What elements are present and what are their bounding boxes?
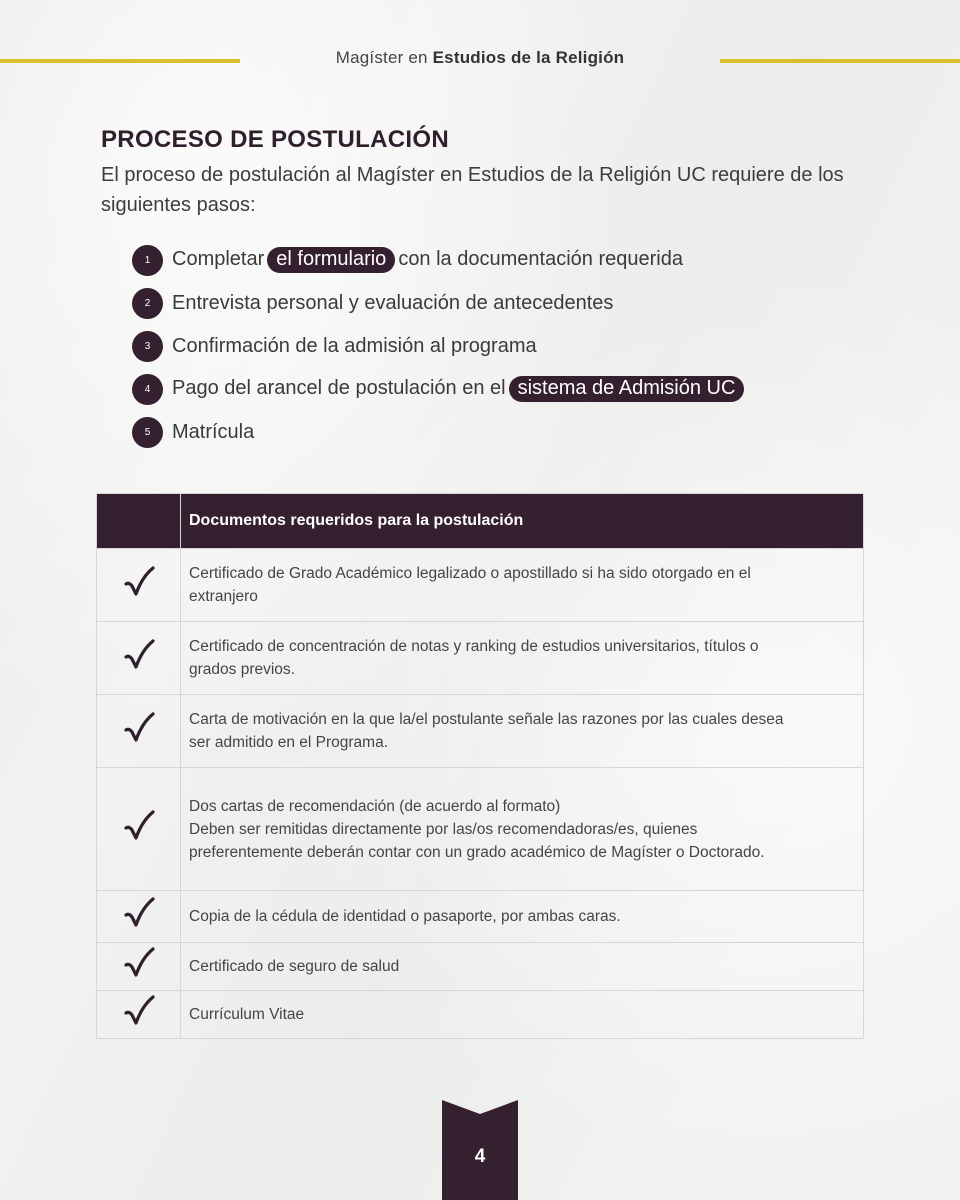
step-text: Entrevista personal y evaluación de antecedentes — [172, 291, 614, 314]
check-cell — [97, 943, 181, 991]
checkmark-icon — [123, 565, 155, 599]
table-row — [97, 991, 864, 1039]
checkmark-icon — [123, 809, 155, 843]
header-program: Estudios de la Religión — [432, 48, 625, 67]
step-text: Confirmación de la admisión al programa — [172, 334, 537, 357]
step-text — [172, 376, 747, 402]
step-item — [132, 244, 683, 276]
step-text — [172, 247, 683, 273]
document-description — [181, 768, 864, 891]
table-header-row — [97, 494, 864, 549]
document-text-line: ser admitido en el Programa. — [189, 734, 389, 751]
document-text-line: extranjero — [189, 588, 258, 605]
document-text-line: Copia de la cédula de identidad o pasaporte, por ambas caras. — [189, 908, 621, 925]
check-cell — [97, 695, 181, 768]
step-text: Matrícula — [172, 420, 255, 443]
step-number-badge: 3 — [132, 331, 163, 362]
document-text-line: Certificado de concentración de notas y ranking de estudios universitarios, títulos o — [189, 638, 759, 655]
table-row — [97, 943, 864, 991]
page-number: 4 — [474, 1146, 486, 1167]
table-row — [97, 549, 864, 622]
step-number-badge: 2 — [132, 288, 163, 319]
step-text-after: con la documentación requerida — [398, 248, 683, 270]
document-description — [181, 549, 864, 622]
checkmark-icon — [123, 994, 155, 1028]
table-row — [97, 768, 864, 891]
table-row — [97, 622, 864, 695]
check-cell — [97, 891, 181, 943]
document-description — [181, 943, 864, 991]
document-text-line: grados previos. — [189, 661, 295, 678]
step-number-badge: 1 — [132, 245, 163, 276]
header-prefix: Magíster en — [335, 48, 428, 67]
document-description — [181, 695, 864, 768]
table-row — [97, 695, 864, 768]
running-header — [240, 48, 720, 68]
required-documents-table — [96, 493, 864, 1039]
section-intro: El proceso de postulación al Magíster en Estudios de la Religión UC requiere de los siguientes pasos: — [101, 164, 844, 216]
document-text-line: Certificado de seguro de salud — [189, 958, 400, 975]
document-description — [181, 991, 864, 1039]
step-number-badge: 5 — [132, 417, 163, 448]
header-rule-left — [0, 59, 240, 63]
document-description — [181, 622, 864, 695]
checkmark-icon — [123, 896, 155, 930]
table-row — [97, 891, 864, 943]
checkmark-icon — [123, 946, 155, 980]
table-header-title: Documentos requeridos para la postulación — [181, 494, 864, 549]
header-rule-right — [720, 59, 960, 63]
step-item — [132, 416, 254, 448]
check-cell — [97, 549, 181, 622]
document-text-line: Deben ser remitidas directamente por las/os recomendadoras/es, quienes — [189, 820, 698, 838]
document-text-line: Certificado de Grado Académico legalizado o apostillado si ha sido otorgado en el — [189, 565, 751, 582]
step-text-before: Pago del arancel de postulación en el — [172, 377, 506, 399]
check-cell — [97, 991, 181, 1039]
section-title: PROCESO DE POSTULACIÓN — [101, 126, 449, 153]
admision-uc-link[interactable]: sistema de Admisión UC — [509, 376, 745, 402]
step-item — [132, 330, 537, 362]
document-description — [181, 891, 864, 943]
check-cell — [97, 768, 181, 891]
step-item — [132, 287, 613, 319]
document-text-line: Carta de motivación en la que la/el postulante señale las razones por las cuales desea — [189, 711, 784, 728]
document-text-line: preferentemente deberán contar con un grado académico de Magíster o Doctorado. — [189, 843, 765, 861]
document-text-line: Currículum Vitae — [189, 1006, 305, 1023]
step-text-before: Completar — [172, 248, 265, 270]
formulario-link[interactable]: el formulario — [267, 247, 395, 273]
checkmark-icon — [123, 638, 155, 672]
step-item — [132, 373, 747, 405]
document-text-line: Dos cartas de recomendación (de acuerdo al formato) — [189, 797, 561, 815]
checkmark-icon — [123, 711, 155, 745]
check-cell — [97, 622, 181, 695]
step-number-badge: 4 — [132, 374, 163, 405]
table-header-empty-cell — [97, 494, 181, 549]
